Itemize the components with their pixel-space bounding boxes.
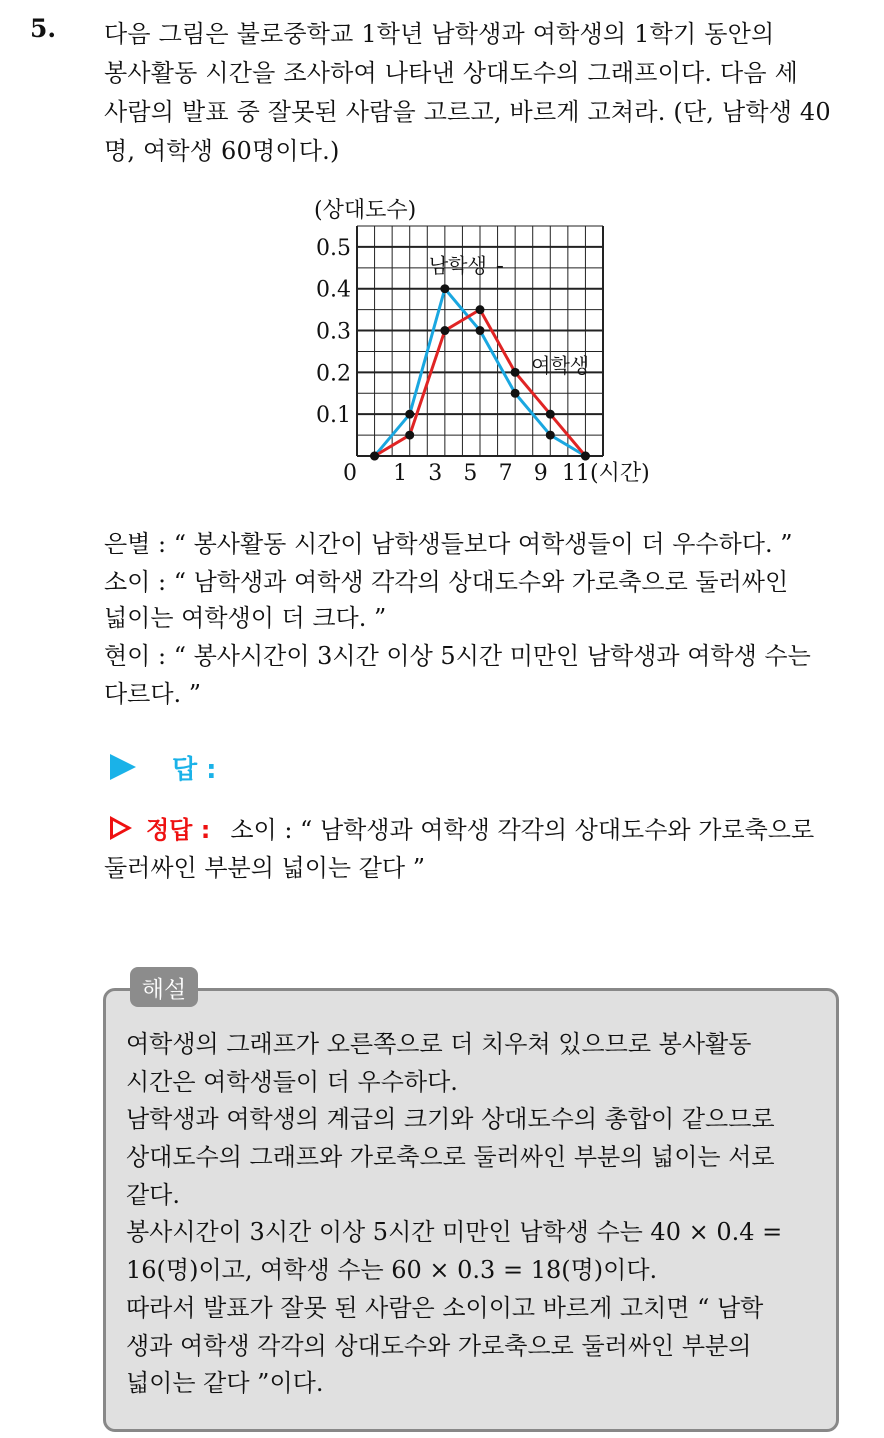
solution-text-1: 소이 : “ 남학생과 여학생 각각의 상대도수와 가로축으로	[230, 816, 815, 844]
y-axis-label: (상대도수)	[314, 198, 417, 223]
y-tick-label: 0.4	[316, 277, 351, 303]
statement-soi-1: 소이 : “ 남학생과 여학생 각각의 상대도수와 가로축으로 둘러싸인	[104, 568, 789, 596]
data-point	[476, 326, 485, 335]
relative-frequency-chart	[300, 190, 680, 490]
solution-text-2: 둘러싸인 부분의 넓이는 같다 ”	[104, 854, 425, 882]
data-point	[581, 452, 590, 461]
statement-hyeoni-2: 다르다. ”	[104, 680, 202, 708]
chart-labels	[314, 198, 650, 486]
explanation-line: 남학생과 여학생의 계급의 크기와 상대도수의 총합이 같으므로	[126, 1105, 775, 1133]
explanation-line: 넓이는 같다 ”이다.	[126, 1369, 324, 1397]
statement-soi-2: 넓이는 여학생이 더 크다. ”	[104, 604, 387, 632]
explanation-line: 시간은 여학생들이 더 우수하다.	[126, 1068, 458, 1096]
data-point	[546, 410, 555, 419]
explanation-line: 16(명)이고, 여학생 수는 60 × 0.3 = 18(명)이다.	[126, 1256, 658, 1284]
series-label-female: 여학생	[531, 353, 590, 378]
statement-eunbyeol: 은별 : “ 봉사활동 시간이 남학생들보다 여학생들이 더 우수하다. ”	[104, 530, 793, 558]
x-tick-label: 7	[498, 461, 513, 486]
answer-label: 답 :	[172, 754, 217, 785]
y-tick-label: 0.3	[316, 319, 351, 345]
question-line-3: 사람의 발표 중 잘못된 사람을 고르고, 바르게 고쳐라. (단, 남학생 40	[104, 98, 831, 126]
data-point	[370, 452, 379, 461]
origin-label: 0	[343, 461, 357, 486]
y-tick-label: 0.1	[316, 403, 351, 429]
data-point	[440, 284, 449, 293]
explanation-line: 같다.	[126, 1181, 180, 1209]
data-point	[476, 305, 485, 314]
explanation-line: 봉사시간이 3시간 이상 5시간 미만인 남학생 수는 40 × 0.4 =	[126, 1218, 783, 1246]
question-line-1: 다음 그림은 불로중학교 1학년 남학생과 여학생의 1학기 동안의	[104, 20, 775, 48]
x-tick-label: 11	[561, 461, 590, 486]
question-line-2: 봉사활동 시간을 조사하여 나타낸 상대도수의 그래프이다. 다음 세	[104, 59, 798, 87]
x-tick-label: 9	[533, 461, 548, 486]
x-tick-label: 1	[393, 461, 408, 486]
series-label-male: 남학생	[428, 253, 487, 278]
data-point	[405, 431, 414, 440]
data-point	[511, 389, 520, 398]
statement-hyeoni-1: 현이 : “ 봉사시간이 3시간 이상 5시간 미만인 남학생과 여학생 수는	[104, 642, 811, 670]
explanation-line: 상대도수의 그래프와 가로축으로 둘러싸인 부분의 넓이는 서로	[126, 1143, 775, 1171]
explanation-line: 생과 여학생 각각의 상대도수와 가로축으로 둘러싸인 부분의	[126, 1332, 752, 1360]
y-tick-label: 0.2	[316, 361, 351, 387]
data-point	[546, 431, 555, 440]
answer-row	[110, 750, 217, 784]
explanation-line: 따라서 발표가 잘못 된 사람은 소이이고 바르게 고치면 “ 남학	[126, 1294, 764, 1322]
data-point	[405, 410, 414, 419]
x-tick-label: 5	[463, 461, 478, 486]
data-point	[440, 326, 449, 335]
explanation-tab: 해설	[130, 967, 198, 1007]
question-number: 5.	[30, 14, 57, 43]
solution-label: 정답 :	[146, 816, 211, 844]
y-tick-label: 0.5	[316, 235, 351, 261]
play-arrow-icon	[110, 754, 136, 780]
x-tick-label: 3	[428, 461, 443, 486]
outline-arrow-icon	[110, 816, 132, 840]
solution-row	[110, 810, 814, 845]
explanation-line: 여학생의 그래프가 오른쪽으로 더 치우쳐 있으므로 봉사활동	[126, 1030, 752, 1058]
x-axis-label: (시간)	[590, 461, 650, 486]
question-line-4: 명, 여학생 60명이다.)	[104, 137, 340, 165]
